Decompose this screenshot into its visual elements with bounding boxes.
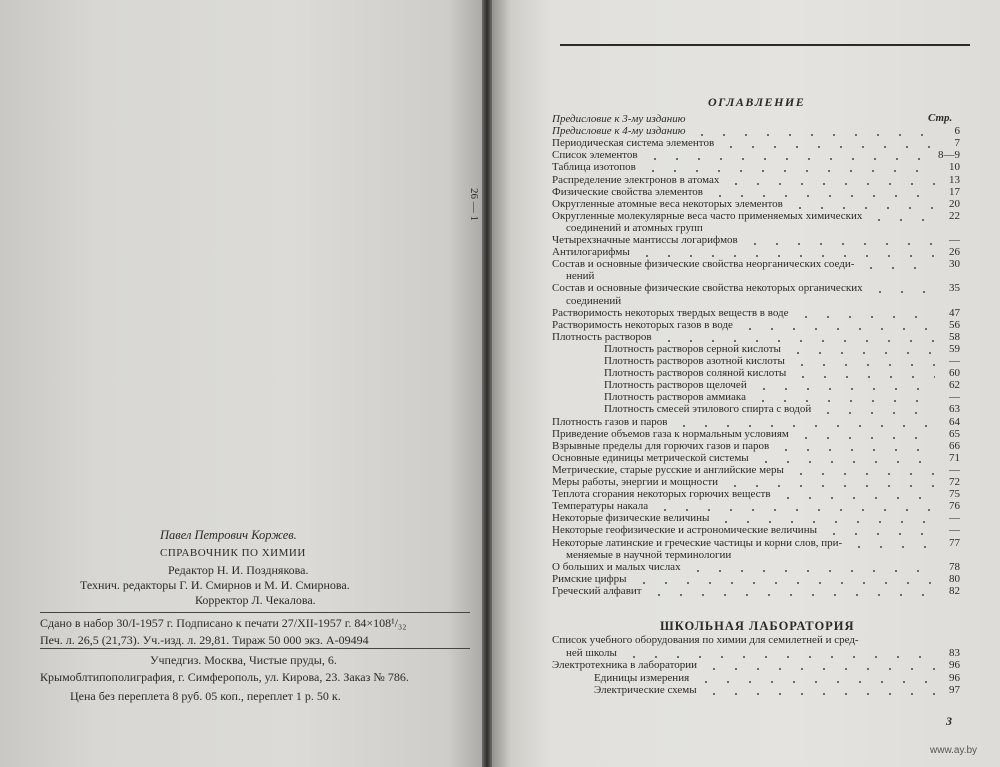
toc-leader-dots <box>695 681 935 683</box>
toc-entry-title: Единицы измерения <box>594 671 690 684</box>
toc-entry <box>0 367 1000 380</box>
toc-entry-page: 56 <box>949 318 960 331</box>
toc-entry-title: Плотность растворов серной кислоты <box>604 342 781 355</box>
toc-entry-page: — <box>949 512 960 525</box>
toc-entry-page: 35 <box>949 282 960 295</box>
toc-entry <box>0 659 1000 672</box>
toc-leader-dots <box>648 594 935 596</box>
toc-entry-page: — <box>949 234 960 246</box>
toc-entry <box>0 573 1000 586</box>
top-rule <box>560 44 970 46</box>
toc-entry <box>0 391 1000 404</box>
toc-entry-page: 65 <box>949 427 960 440</box>
toc-entry <box>0 512 1000 525</box>
toc-entry-page: — <box>949 355 960 367</box>
toc-entry-title: Распределение электронов в атомах <box>552 173 720 186</box>
toc-leader-dots <box>633 582 935 584</box>
toc-entry-page: 72 <box>949 476 960 488</box>
toc-entry <box>0 343 1000 356</box>
toc-entry-page: 71 <box>949 451 960 464</box>
toc-entry-title: Плотность смесей этилового спирта с водой <box>604 403 812 416</box>
toc-entry <box>0 210 1000 223</box>
toc-entry-page: 6 <box>954 125 960 138</box>
toc-entry-page: 8—9 <box>938 149 960 162</box>
toc-entry-title: Округленные молекулярные веса часто применяемых химических <box>552 209 863 222</box>
toc-entry-page: 62 <box>949 379 960 392</box>
toc-entry <box>0 174 1000 187</box>
printer-line: Крымоблтипополиграфия, г. Симферополь, ул. Кирова, 23. Заказ № 786. <box>40 670 409 684</box>
editor-line: Редактор Н. И. Позднякова. <box>168 563 309 577</box>
toc-entry-title: Приведение объемов газа к нормальным условиям <box>552 427 789 440</box>
toc-entry <box>0 440 1000 453</box>
toc-entry <box>0 585 1000 598</box>
toc-entry-title: Некоторые геофизические и астрономические величины <box>552 524 817 537</box>
toc-entry <box>0 428 1000 441</box>
toc-entry-title: Электротехника в лаборатории <box>552 659 698 671</box>
toc-entry-title: Антилогарифмы <box>552 246 630 259</box>
toc-entry-title: Температуры накала <box>552 500 649 513</box>
toc-entry-title: Метрические, старые русские и английские меры <box>552 463 784 476</box>
toc-entry-page: 96 <box>949 671 960 684</box>
toc-entry-title: Теплота сгорания некоторых горючих веществ <box>552 488 771 501</box>
toc-entry <box>0 488 1000 501</box>
toc-entry-page: 22 <box>949 209 960 222</box>
toc-entry-title: Электрические схемы <box>594 684 697 696</box>
toc-entry <box>0 113 1000 126</box>
toc-entry-title: Список учебного оборудования по химии для семилетней и сред- <box>552 634 859 646</box>
toc-entry <box>0 161 1000 174</box>
toc-entry-page: 13 <box>949 173 960 186</box>
toc-entry <box>0 295 1000 308</box>
tech-editors-line: Технич. редакторы Г. И. Смирнов и М. И. Смирнова. <box>80 578 350 592</box>
toc-entry <box>0 222 1000 235</box>
toc-leader-dots <box>642 170 935 172</box>
toc-entry-page: 17 <box>949 185 960 198</box>
toc-entry <box>0 198 1000 211</box>
toc-entry <box>0 403 1000 416</box>
toc-entry <box>0 561 1000 574</box>
toc-entry <box>0 524 1000 537</box>
toc-entry-page: 76 <box>949 500 960 513</box>
toc-entry-title: Предисловие к 4-му изданию <box>552 125 686 138</box>
toc-entry <box>0 452 1000 465</box>
toc-entry-title: Периодическая система элементов <box>552 137 715 150</box>
toc-entry-title: Округленные атомные веса некоторых элементов <box>552 197 783 210</box>
toc-entry <box>0 125 1000 138</box>
toc-entry-title: Основные единицы метрической системы <box>552 451 749 464</box>
toc-entry-page: 20 <box>949 197 960 210</box>
toc-leader-dots <box>644 158 935 160</box>
toc-entry-title: Растворимость некоторых газов в воде <box>552 318 733 331</box>
print-line-2: Печ. л. 26,5 (21,73). Уч.-изд. л. 29,81. Тираж 50 000 экз. А-09494 <box>40 633 369 647</box>
toc-entry-page: — <box>949 524 960 537</box>
toc-entry-title: Некоторые физические величины <box>552 512 710 525</box>
toc-leader-dots <box>636 255 935 257</box>
toc-entry-page: 82 <box>949 584 960 597</box>
toc-entry-page: 64 <box>949 415 960 428</box>
toc-entry <box>0 634 1000 647</box>
toc-entry <box>0 149 1000 162</box>
toc-entry-title: Римские цифры <box>552 572 627 585</box>
imprint-rule-top <box>40 612 470 613</box>
toc-entry-title: Четырехзначные мантиссы логарифмов <box>552 234 738 246</box>
toc-entry-title: Таблица изотопов <box>552 161 636 174</box>
toc-entry-title: меняемые в научной терминологии <box>566 548 732 561</box>
toc-entry <box>0 234 1000 247</box>
print-line-1: Сдано в набор 30/I-1957 г. Подписано к печати 27/XII-1957 г. 84×108¹/₃₂ <box>40 616 407 630</box>
toc-entry-title: Физические свойства элементов <box>552 185 703 198</box>
toc-entry-page: 59 <box>949 342 960 355</box>
toc-heading: ОГЛАВЛЕНИЕ <box>708 95 806 109</box>
toc-entry-page: 10 <box>949 161 960 174</box>
toc-leader-dots <box>691 134 935 136</box>
toc-entry-title: Плотность газов и паров <box>552 415 668 428</box>
toc-entry-page: — <box>949 391 960 404</box>
toc-entry-title: О больших и малых числах <box>552 560 681 573</box>
toc-entry-title: Растворимость некоторых твердых веществ в воде <box>552 306 789 319</box>
toc-entry-title: Плотность растворов щелочей <box>604 379 747 392</box>
toc-entry-title: Некоторые латинские и греческие частицы и корни слов, при- <box>552 536 843 549</box>
toc-entry-page: 80 <box>949 572 960 585</box>
toc-entry-title: Список элементов <box>552 149 638 162</box>
toc-entry <box>0 464 1000 477</box>
toc-entry <box>0 379 1000 392</box>
toc-entry-page: 75 <box>949 488 960 501</box>
toc-entry-title: соединений <box>566 294 622 307</box>
toc-entry-page: 96 <box>949 659 960 671</box>
toc-entry-title: Плотность растворов соляной кислоты <box>604 367 787 380</box>
toc-entry-title: Плотность растворов аммиака <box>604 391 746 404</box>
toc-entry-page: 78 <box>949 560 960 573</box>
toc-leader-dots <box>658 340 935 342</box>
toc-entry <box>0 672 1000 685</box>
toc-entry-page: 60 <box>949 367 960 380</box>
toc-entry-title: Предисловие к 3-му изданию <box>552 113 686 125</box>
book-title: СПРАВОЧНИК ПО ХИМИИ <box>160 547 306 559</box>
school-heading: ШКОЛЬНАЯ ЛАБОРАТОРИЯ <box>660 619 855 633</box>
toc-entry <box>0 355 1000 368</box>
toc-entry-title: Плотность растворов <box>552 330 652 343</box>
toc-leader-dots <box>654 509 935 511</box>
toc-entry-title: Состав и основные физические свойства неорганических соеди- <box>552 258 855 271</box>
toc-entry-title: Взрывные пределы для горючих газов и паров <box>552 439 770 452</box>
toc-entry-title: соединений и атомных групп <box>566 221 703 234</box>
watermark: www.ay.by <box>930 745 978 756</box>
toc-entry <box>0 416 1000 429</box>
margin-note: 26 — 1 <box>468 188 480 221</box>
toc-entry-page: 83 <box>949 646 960 659</box>
toc-entry-title: Плотность растворов азотной кислоты <box>604 355 785 367</box>
toc-entry <box>0 684 1000 697</box>
toc-entry-page: 63 <box>949 403 960 416</box>
toc-entry-title: Состав и основные физические свойства некоторых органических <box>552 282 863 295</box>
toc-entry-page: 97 <box>949 684 960 696</box>
toc-entry <box>0 137 1000 150</box>
toc-entry-page: 66 <box>949 439 960 452</box>
toc-entry <box>0 537 1000 550</box>
toc-entry <box>0 270 1000 283</box>
page-number: 3 <box>946 714 952 728</box>
toc-entry <box>0 307 1000 320</box>
toc-entry <box>0 331 1000 344</box>
toc-entry-page: 77 <box>949 536 960 549</box>
author-name: Павел Петрович Коржев. <box>160 528 297 542</box>
toc-entry <box>0 476 1000 489</box>
page-column-header: Стр. <box>928 112 953 124</box>
toc-entry <box>0 319 1000 332</box>
toc-entry <box>0 258 1000 271</box>
toc-entry <box>0 647 1000 660</box>
toc-entry-title: ней школы <box>566 646 617 659</box>
toc-entry <box>0 549 1000 562</box>
toc-leader-dots <box>687 570 935 572</box>
toc-entry <box>0 500 1000 513</box>
price-line: Цена без переплета 8 руб. 05 коп., переплет 1 р. 50 к. <box>70 689 341 703</box>
toc-entry-page: 58 <box>949 330 960 343</box>
toc-entry <box>0 186 1000 199</box>
toc-entry-page: 30 <box>949 258 960 271</box>
toc-leader-dots <box>623 656 935 658</box>
toc-entry-page: 26 <box>949 246 960 259</box>
toc-entry-title: Меры работы, энергии и мощности <box>552 476 719 488</box>
toc-leader-dots <box>673 425 935 427</box>
toc-entry-title: Греческий алфавит <box>552 584 642 597</box>
corrector-line: Корректор Л. Чекалова. <box>195 593 316 607</box>
toc-entry-page: 47 <box>949 306 960 319</box>
toc-entry <box>0 246 1000 259</box>
toc-entry-page: — <box>949 463 960 476</box>
toc-entry-page: 7 <box>954 137 960 150</box>
toc-entry <box>0 282 1000 295</box>
toc-entry-title: нений <box>566 270 595 283</box>
publisher-line: Учпедгиз. Москва, Чистые пруды, 6. <box>150 653 337 667</box>
